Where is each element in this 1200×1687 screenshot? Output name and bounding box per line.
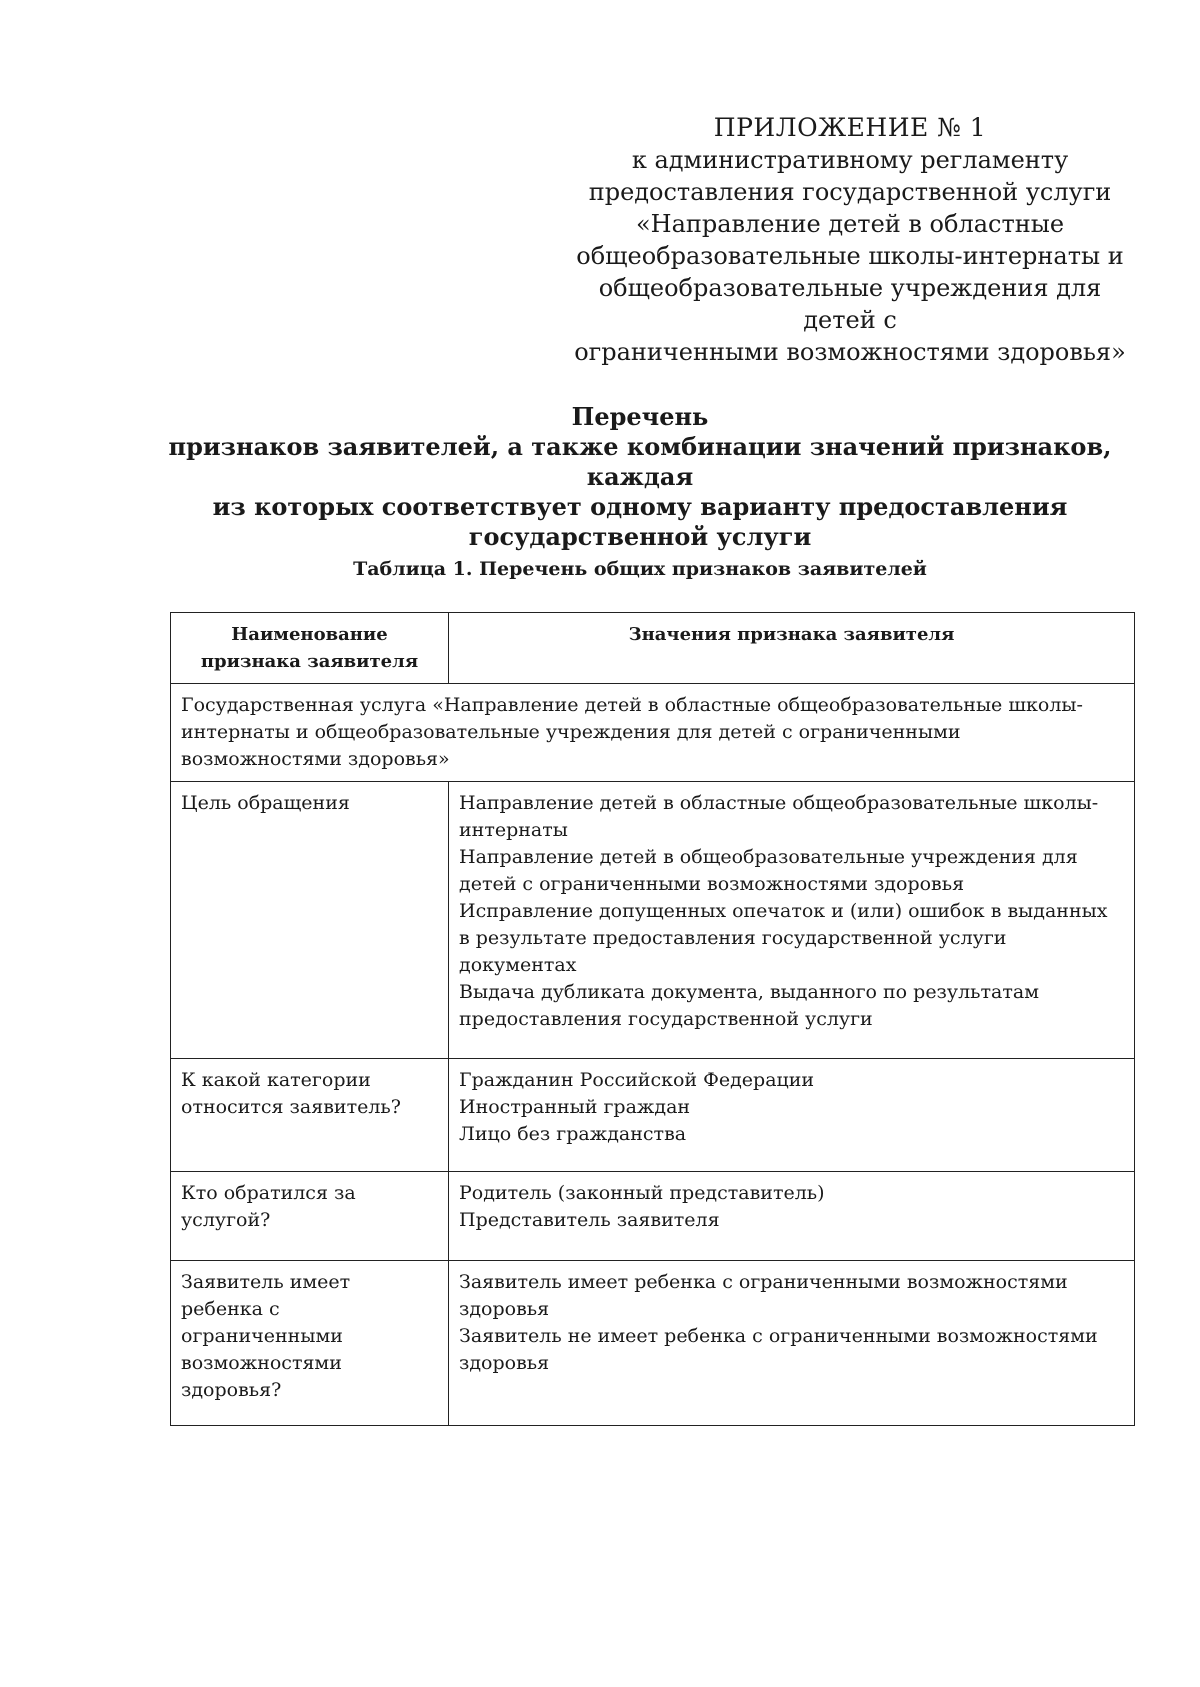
appendix-line: «Направление детей в областные [635,210,1065,238]
header-feature-name: Наименование признака заявителя [171,613,449,684]
features-table [170,612,1135,1426]
feature-values-cell [449,1261,1135,1426]
feature-value: Лицо без гражданства [459,1123,687,1145]
feature-value: Иностранный граждан [459,1096,691,1118]
appendix-line: предоставления государственной услуги [588,178,1112,206]
appendix-block [560,112,1140,368]
table-row [171,1059,1135,1172]
feature-values-cell [449,782,1135,1059]
feature-name-cell: К какой категории относится заявитель? [171,1059,449,1172]
feature-value: Гражданин Российской Федерации [459,1069,815,1091]
feature-value: Исправление допущенных опечаток и (или) ошибок в выданных в результате предоставления государственной услуги документах [459,900,1108,976]
table-row [171,782,1135,1059]
feature-value: Представитель заявителя [459,1209,720,1231]
feature-name-cell: Заявитель имеет ребенка с ограниченными возможностями здоровья? [171,1261,449,1426]
feature-value: Заявитель не имеет ребенка с ограниченными возможностями здоровья [459,1325,1098,1374]
feature-name-cell: Кто обратился за услугой? [171,1172,449,1261]
appendix-line: общеобразовательные школы-интернаты и [576,242,1124,270]
feature-name-cell: Цель обращения [171,782,449,1059]
feature-values-cell [449,1172,1135,1261]
service-name-cell: Государственная услуга «Направление детей в областные общеобразовательные школы-интернаты и общеобразовательные учреждения для детей с ограниченными возможностями здоровья» [171,684,1135,782]
heading-line: из которых соответствует одному варианту предоставления [212,492,1068,521]
table-caption: Таблица 1. Перечень общих признаков заявителей [353,558,927,580]
appendix-line: ограниченными возможностями здоровья» [574,338,1126,366]
feature-values-cell [449,1059,1135,1172]
feature-value: Выдача дубликата документа, выданного по результатам предоставления государственной услуги [459,981,1039,1030]
feature-value: Родитель (законный представитель) [459,1182,825,1204]
document-heading [150,402,1130,552]
appendix-line: к административному регламенту [631,146,1069,174]
heading-line: Перечень [571,402,709,431]
appendix-line: общеобразовательные учреждения для детей с [598,274,1102,334]
feature-value: Направление детей в областные общеобразовательные школы-интернаты [459,792,1099,841]
appendix-title: ПРИЛОЖЕНИЕ № 1 [713,113,987,142]
header-feature-values: Значения признака заявителя [449,613,1135,684]
table-row [171,1261,1135,1426]
heading-line: признаков заявителей, а также комбинации значений признаков, каждая [168,432,1112,491]
service-row [171,684,1135,782]
table-header-row [171,613,1135,684]
table-row [171,1172,1135,1261]
feature-value: Заявитель имеет ребенка с ограниченными возможностями здоровья [459,1271,1068,1320]
heading-line: государственной услуги [468,522,812,551]
feature-value: Направление детей в общеобразовательные учреждения для детей с ограниченными возможностями здоровья [459,846,1078,895]
